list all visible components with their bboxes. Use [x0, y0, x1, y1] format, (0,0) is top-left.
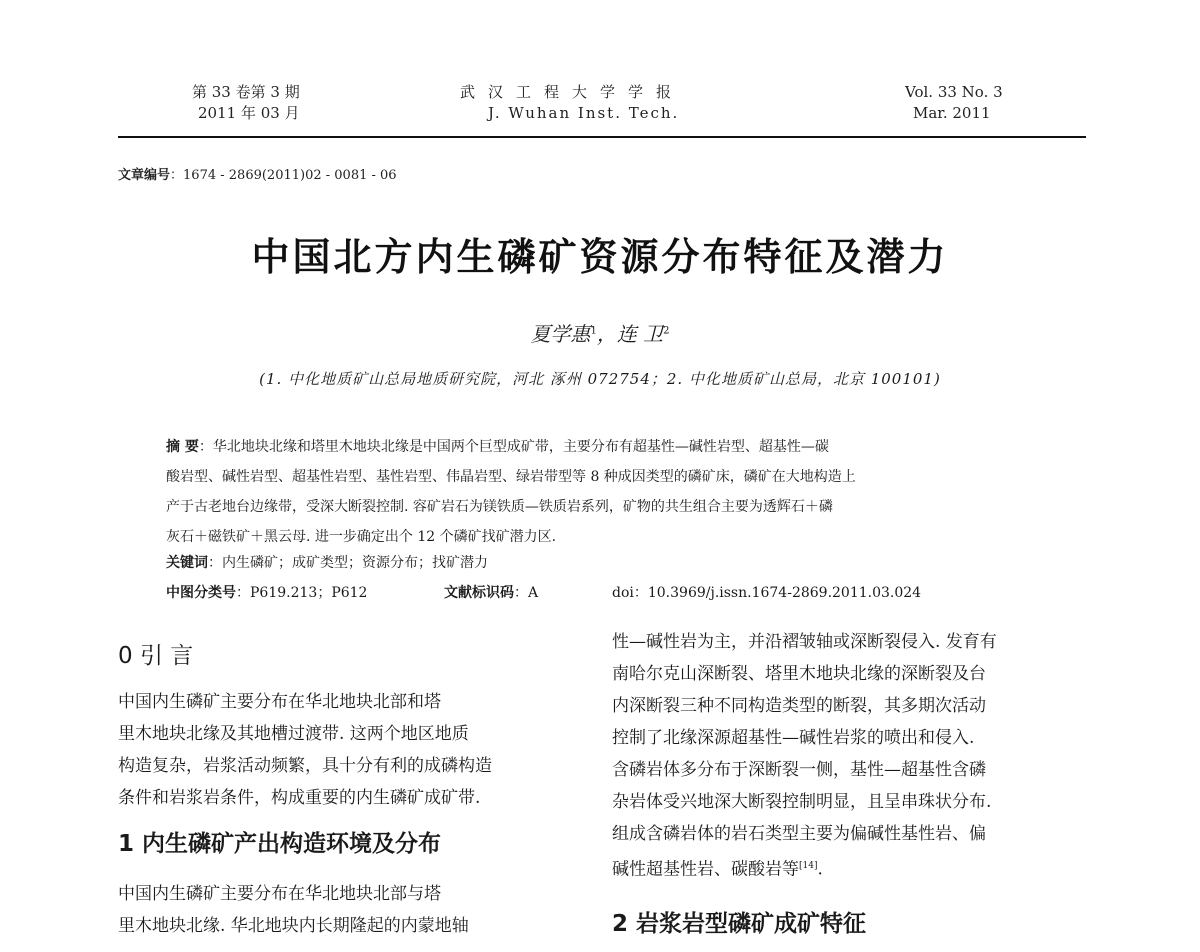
keywords-value: 内生磷矿；成矿类型；资源分布；找矿潜力	[222, 555, 488, 571]
body-line: 中国内生磷矿主要分布在华北地块北部与塔	[118, 884, 441, 904]
keywords: 关键词：内生磷矿；成矿类型；资源分布；找矿潜力	[166, 555, 488, 571]
abstract-line: 酸岩型、碱性岩型、超基性岩型、基性岩型、伟晶岩型、绿岩带型等 8 种成因类型的磷矿床，磷矿在大地构造上	[166, 469, 856, 485]
right-column	[612, 626, 1082, 940]
document-id-value: A	[528, 585, 539, 601]
body-line: 控制了北缘深源超基性—碱性岩浆的喷出和侵入.	[612, 728, 975, 748]
left-column	[118, 640, 588, 942]
journal-name-en: J. Wuhan Inst. Tech.	[488, 104, 680, 122]
author-affiliation-mark: 2	[663, 325, 670, 337]
abstract-line: 摘 要：华北地块北缘和塔里木地块北缘是中国两个巨型成矿带，主要分布有超基性—碱性岩型、超基性—碳	[166, 439, 829, 455]
body-line: 中国内生磷矿主要分布在华北地块北部和塔	[118, 692, 441, 712]
article-number: 文章编号：1674 - 2869(2011)02 - 0081 - 06	[118, 168, 397, 183]
affiliation: (1. 中化地质矿山总局地质研究院，河北 涿州 072754；2. 中化地质矿山总局，北京 100101)	[259, 370, 941, 388]
paper-title: 中国北方内生磷矿资源分布特征及潜力	[251, 234, 949, 279]
body-line: 南哈尔克山深断裂、塔里木地块北缘的深断裂及台	[612, 664, 986, 684]
volume-number: Vol. 33 No. 3	[905, 83, 1003, 101]
body-line: 杂岩体受兴地深大断裂控制明显，且呈串珠状分布.	[612, 792, 992, 812]
body-line: 条件和岩浆岩条件，构成重要的内生磷矿成矿带.	[118, 788, 481, 808]
issue-volume: 第 33 卷第 3 期	[192, 83, 300, 101]
section-1-heading: 1 内生磷矿产出构造环境及分布	[118, 831, 442, 857]
author-name: 连 卫	[616, 322, 664, 346]
body-line: 组成含磷岩体的岩石类型主要为偏碱性基性岩、偏	[612, 824, 986, 844]
issue-date: 2011 年 03 月	[198, 104, 300, 122]
classification-number: 中图分类号：P619.213；P612	[166, 585, 368, 601]
body-line: 内深断裂三种不同构造类型的断裂，其多期次活动	[612, 696, 986, 716]
abstract-line: 灰石＋磁铁矿＋黑云母. 进一步确定出个 12 个磷矿找矿潜力区.	[166, 529, 557, 545]
journal-name	[460, 82, 684, 124]
journal-issue	[192, 82, 300, 124]
document-id: 文献标识码：A	[444, 585, 539, 601]
body-line: 性—碱性岩为主，并沿褶皱轴或深断裂侵入. 发育有	[612, 632, 997, 652]
body-line: 构造复杂，岩浆活动频繁，具十分有利的成磷构造	[118, 756, 492, 776]
author-name: 夏学惠	[530, 322, 591, 346]
abstract-line: 产于古老地台边缘带，受深大断裂控制. 容矿岩石为镁铁质—铁质岩系列，矿物的共生组合主要为透辉石＋磷	[166, 499, 833, 515]
doi: doi：10.3969/j.issn.1674-2869.2011.03.024	[612, 585, 922, 601]
journal-volume-en	[905, 82, 1003, 124]
article-number-label: 文章编号	[118, 168, 171, 183]
body-line: 碱性超基性岩、碳酸岩等[14].	[612, 859, 823, 880]
body-line: 里木地块北缘及其地槽过渡带. 这两个地区地质	[118, 724, 469, 744]
classification-label: 中图分类号	[166, 585, 236, 601]
keywords-label: 关键词	[166, 555, 208, 571]
section-2-heading: 2 岩浆岩型磷矿成矿特征	[612, 910, 867, 937]
header-rule	[118, 136, 1086, 138]
article-number-value: 1674 - 2869(2011)02 - 0081 - 06	[183, 168, 397, 183]
abstract-label: 摘 要	[166, 439, 199, 455]
document-id-label: 文献标识码	[444, 585, 514, 601]
author-affiliation-mark: 1	[590, 325, 597, 337]
classification-value: P619.213；P612	[250, 585, 368, 601]
citation-ref: [14]	[799, 861, 818, 871]
volume-date: Mar. 2011	[913, 104, 991, 122]
body-line: 里木地块北缘. 华北地块内长期隆起的内蒙地轴	[118, 916, 469, 936]
author-list: 夏学惠$^1$，连 卫$^2$	[530, 322, 670, 346]
journal-name-cn: 武汉工程大学学报	[460, 83, 685, 101]
body-line: 含磷岩体多分布于深断裂一侧，基性—超基性含磷	[612, 760, 986, 780]
abstract	[166, 432, 1026, 552]
section-0-heading: 0 引 言	[118, 643, 194, 669]
